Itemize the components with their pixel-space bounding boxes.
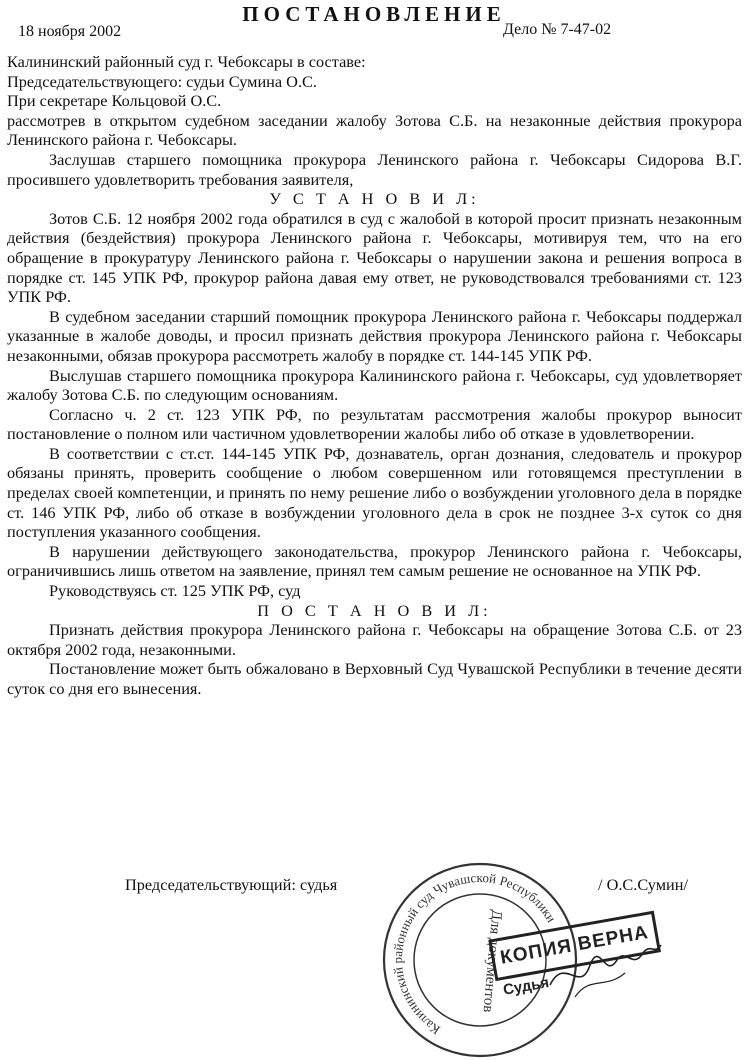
case-number: Дело № 7-47-02: [503, 21, 612, 38]
paragraph-ruling: Признать действия прокурора Ленинского района г. Чебоксары на обращение Зотова С.Б. от 23 октября 2002 года, незаконными.: [7, 620, 742, 659]
stamp-main-text: КОПИЯ ВЕРНА: [488, 911, 661, 982]
stamp-sub-text: Судья: [501, 974, 551, 999]
presiding-judge: Председательствующего: судьи Сумина О.С.: [7, 71, 317, 91]
seal-ring-text: Калининский районный суд Чувашской Республики: [389, 869, 560, 1038]
paragraph-articles-144-145: В соответствии с ст.ст. 144-145 УПК РФ, дознаватель, орган дознания, следователь и прокурор обязаны принять, проверить сообщение о любом совершенном или готовящемся преступлении в пределах своей компетенции, и принять по нему решение либо о возбуждении уголовного дела в порядке ст. 146 УПК РФ, либо об отказе в возбуждении уголовного дела в срок не позднее 3-х суток со дня поступления указанного сообщения.: [7, 443, 742, 542]
paragraph-grounds: Выслушав старшего помощника прокурора Калининского района г. Чебоксары, суд удовлетворяет жалобу Зотова С.Б. по следующим основаниям.: [7, 365, 742, 405]
paragraph-appeal: Постановление может быть обжаловано в Верховный Суд Чувашской Республики в течение десяти суток со дня его вынесения.: [7, 659, 742, 698]
signature-name: / О.С.Сумин/: [598, 875, 688, 894]
paragraph-considered: рассмотрев в открытом судебном заседании жалобу Зотова С.Б. на незаконные действия прокурора Ленинского района г. Чебоксары.: [7, 110, 742, 150]
court-composition: Калининский районный суд г. Чебоксары в составе:: [7, 52, 366, 71]
heading-resolved: П О С Т А Н О В И Л:: [257, 600, 492, 620]
paragraph-guided: Руководствуясь ст. 125 УПК РФ, суд: [49, 581, 301, 601]
document-date: 18 ноября 2002: [18, 23, 122, 40]
heading-established: У С Т А Н О В И Л:: [269, 189, 480, 209]
signature-scribble: [545, 925, 665, 1000]
document-body: [7, 52, 742, 699]
paragraph-hearing: В судебном заседании старший помощник прокурора Ленинского района г. Чебоксары поддержал указанные в жалобе доводы, и просил признать действия прокурора Ленинского района г. Чебоксары незаконными, обязав прокурора рассмотреть жалобу в порядке ст. 144-145 УПК РФ.: [7, 306, 742, 365]
paragraph-violation: В нарушении действующего законодательства, прокурор Ленинского района г. Чебоксары, ограничившись лишь ответом на заявление, принял тем самым решение не основанное на УПК РФ.: [7, 541, 742, 581]
secretary: При секретаре Кольцовой О.С.: [7, 91, 222, 111]
paragraph-complaint: Зотов С.Б. 12 ноября 2002 года обратился в суд с жалобой в которой просит признать незаконным действия (бездействия) прокурора Ленинского района г. Чебоксары, мотивируя тем, что на его обращение в прокуратуру Ленинского района г. Чебоксары о нарушении закона и решения вопроса в порядке ст. 145 УПК РФ, прокурор района давая ему ответ, не руководствовался требованиями ст. 123 УПК РФ.: [7, 208, 742, 307]
paragraph-article-123: Согласно ч. 2 ст. 123 УПК РФ, по результатам рассмотрения жалобы прокурор выносит постановление о полном или частичном удовлетворении жалобы либо об отказе в удовлетворении.: [7, 404, 742, 444]
paragraph-heard: Заслушав старшего помощника прокурора Ленинского района г. Чебоксары Сидорова В.Г. просившего удовлетворить требования заявителя,: [7, 149, 742, 189]
seal-center-text: Для документов: [479, 909, 505, 1014]
signature-label: Председательствующий: судья: [125, 875, 338, 894]
document-title: ПОСТАНОВЛЕНИЕ: [242, 2, 506, 26]
